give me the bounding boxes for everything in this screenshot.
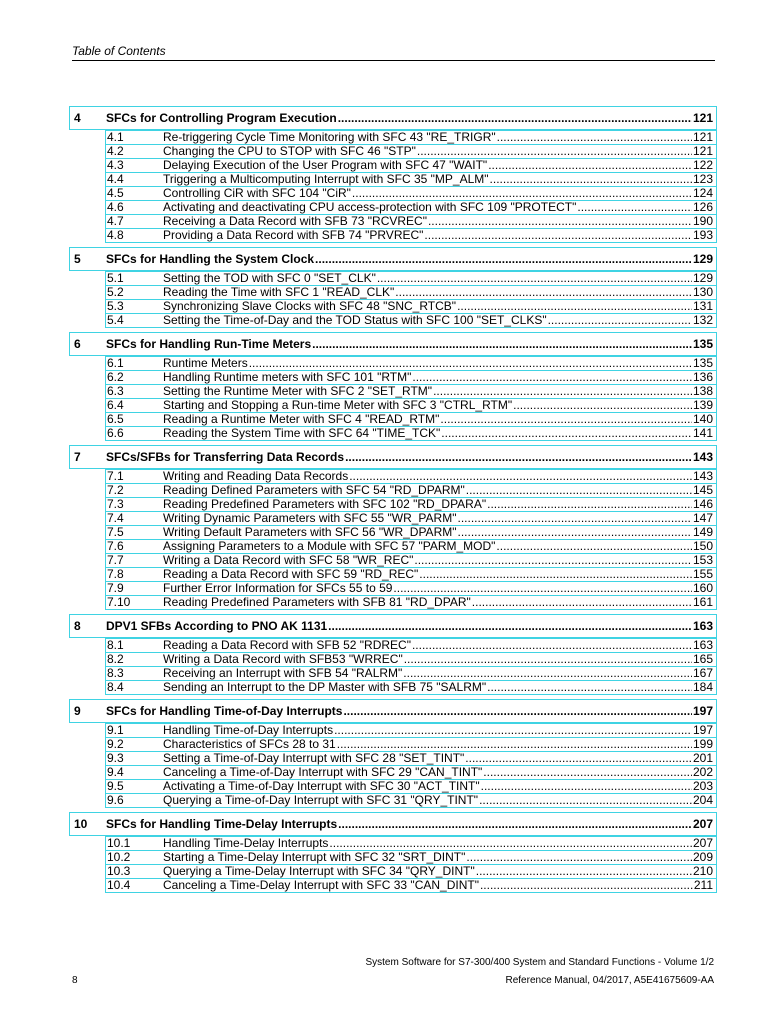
toc-section-entry[interactable] — [106, 285, 716, 299]
toc-chapter — [69, 699, 717, 812]
toc-section-entry[interactable] — [106, 525, 716, 539]
section-page-number: 139 — [692, 398, 713, 412]
dot-leader — [414, 554, 692, 567]
toc-section-entry[interactable] — [106, 751, 716, 765]
section-number: 7.1 — [107, 469, 124, 483]
toc-section-entry[interactable] — [106, 680, 716, 694]
section-title: Querying a Time-of-Day Interrupt with SFC 31 "QRY_TINT" — [163, 793, 479, 807]
section-title: Setting a Time-of-Day Interrupt with SFC 28 "SET_TINT" — [163, 751, 465, 765]
chapter-page-number: 163 — [692, 619, 713, 633]
section-page-number: 143 — [692, 469, 713, 483]
section-page-number: 202 — [692, 765, 713, 779]
dot-leader — [343, 704, 692, 718]
toc-section-list — [105, 356, 717, 441]
toc-chapter — [69, 445, 717, 614]
chapter-title: SFCs for Handling Time-Delay Interrupts — [106, 817, 338, 831]
section-title: Assigning Parameters to a Module with SFC 57 "PARM_MOD" — [163, 539, 496, 553]
section-page-number: 197 — [692, 723, 713, 737]
section-page-number: 126 — [692, 200, 713, 214]
section-page-number: 161 — [692, 595, 713, 609]
section-page-number: 131 — [692, 299, 713, 313]
toc-section-entry[interactable] — [106, 214, 716, 228]
section-title: Reading Predefined Parameters with SFB 81 "RD_DPAR" — [163, 595, 471, 609]
section-number: 5.3 — [107, 299, 124, 313]
dot-leader — [417, 145, 692, 158]
toc-section-entry[interactable] — [106, 384, 716, 398]
section-title: Re-triggering Cycle Time Monitoring with SFC 43 "RE_TRIGR" — [163, 130, 496, 144]
toc-section-entry[interactable] — [106, 595, 716, 609]
chapter-page-number: 121 — [692, 111, 713, 125]
toc-section-entry[interactable] — [106, 370, 716, 384]
toc-section-entry[interactable] — [106, 652, 716, 666]
toc-section-entry[interactable] — [106, 878, 716, 892]
section-title: Reading the System Time with SFC 64 "TIME_TCK" — [163, 426, 441, 440]
dot-leader — [476, 865, 692, 878]
dot-leader — [548, 314, 692, 327]
dot-leader — [345, 450, 692, 464]
toc-section-entry[interactable] — [106, 412, 716, 426]
dot-leader — [457, 300, 692, 313]
footer-manual-info: Reference Manual, 04/2017, A5E41675609-AA — [505, 975, 714, 986]
dot-leader — [338, 111, 692, 125]
section-title: Sending an Interrupt to the DP Master with SFB 75 "SALRM" — [163, 680, 487, 694]
toc-chapter — [69, 812, 717, 897]
dot-leader — [349, 470, 692, 483]
section-page-number: 146 — [692, 497, 713, 511]
footer-page-number: 8 — [72, 975, 78, 986]
toc-section-list — [105, 723, 717, 808]
section-number: 4.5 — [107, 186, 124, 200]
toc-section-entry[interactable] — [106, 737, 716, 751]
dot-leader — [487, 498, 692, 511]
toc-section-entry[interactable] — [106, 638, 716, 652]
section-number: 7.6 — [107, 539, 124, 553]
section-number: 7.4 — [107, 511, 124, 525]
toc-section-entry[interactable] — [106, 850, 716, 864]
toc-chapter — [69, 332, 717, 445]
dot-leader — [496, 540, 692, 553]
chapter-page-number: 143 — [692, 450, 713, 464]
running-header: Table of Contents — [72, 44, 715, 61]
section-number: 9.2 — [107, 737, 124, 751]
dot-leader — [466, 851, 692, 864]
toc-section-list — [105, 271, 717, 328]
chapter-number: 9 — [74, 704, 81, 718]
section-page-number: 141 — [692, 426, 713, 440]
section-title: Receiving a Data Record with SFB 73 "RCVREC" — [163, 214, 427, 228]
dot-leader — [433, 385, 692, 398]
dot-leader — [337, 738, 692, 751]
dot-leader — [487, 681, 692, 694]
section-page-number: 145 — [692, 483, 713, 497]
toc-chapter-entry[interactable] — [69, 106, 717, 130]
section-page-number: 130 — [692, 285, 713, 299]
dot-leader — [334, 724, 692, 737]
dot-leader — [338, 817, 692, 831]
dot-leader — [497, 131, 692, 144]
section-number: 7.5 — [107, 525, 124, 539]
dot-leader — [328, 619, 692, 633]
section-title: Delaying Execution of the User Program with SFC 47 "WAIT" — [163, 158, 488, 172]
footer-doc-title: System Software for S7-300/400 System and Standard Functions - Volume 1/2 — [365, 957, 714, 968]
section-page-number: 150 — [692, 539, 713, 553]
toc-section-list — [105, 836, 717, 893]
section-page-number: 160 — [692, 581, 713, 595]
toc-chapter-entry[interactable] — [69, 699, 717, 723]
section-page-number: 153 — [692, 553, 713, 567]
toc-section-entry[interactable] — [106, 426, 716, 440]
section-title: Writing Default Parameters with SFC 56 "WR_DPARM" — [163, 525, 457, 539]
dot-leader — [513, 399, 692, 412]
section-title: Activating and deactivating CPU access-protection with SFC 109 "PROTECT" — [163, 200, 577, 214]
chapter-page-number: 135 — [692, 337, 713, 351]
dot-leader — [465, 752, 692, 765]
section-number: 7.8 — [107, 567, 124, 581]
section-number: 8.4 — [107, 680, 124, 694]
toc-section-entry[interactable] — [106, 144, 716, 158]
toc-section-entry[interactable] — [106, 553, 716, 567]
section-page-number: 203 — [692, 779, 713, 793]
chapter-number: 6 — [74, 337, 81, 351]
section-number: 5.4 — [107, 313, 124, 327]
section-page-number: 132 — [692, 313, 713, 327]
toc-section-entry[interactable] — [106, 186, 716, 200]
section-page-number: 209 — [692, 850, 713, 864]
section-number: 9.3 — [107, 751, 124, 765]
chapter-page-number: 207 — [692, 817, 713, 831]
section-page-number: 190 — [692, 214, 713, 228]
toc-section-entry[interactable] — [106, 228, 716, 242]
section-title: Reading a Data Record with SFB 52 "RDREC" — [163, 638, 411, 652]
dot-leader — [419, 568, 692, 581]
section-number: 8.1 — [107, 638, 124, 652]
section-title: Reading the Time with SFC 1 "READ_CLK" — [163, 285, 395, 299]
dot-leader — [352, 187, 692, 200]
dot-leader — [577, 201, 692, 214]
toc-chapter — [69, 614, 717, 699]
dot-leader — [428, 215, 692, 228]
table-of-contents — [69, 106, 717, 897]
toc-chapter-entry[interactable] — [69, 812, 717, 836]
chapter-title: SFCs for Handling Time-of-Day Interrupts — [106, 704, 343, 718]
dot-leader — [480, 879, 693, 892]
section-number: 4.7 — [107, 214, 124, 228]
toc-section-entry[interactable] — [106, 483, 716, 497]
section-number: 7.2 — [107, 483, 124, 497]
section-number: 6.5 — [107, 412, 124, 426]
section-title: Reading Defined Parameters with SFC 54 "RD_DPARM" — [163, 483, 465, 497]
chapter-number: 8 — [74, 619, 81, 633]
chapter-page-number: 129 — [692, 252, 713, 266]
chapter-number: 7 — [74, 450, 81, 464]
toc-section-entry[interactable] — [106, 398, 716, 412]
section-page-number: 124 — [692, 186, 713, 200]
section-page-number: 207 — [692, 836, 713, 850]
toc-section-entry[interactable] — [106, 200, 716, 214]
toc-section-entry[interactable] — [106, 539, 716, 553]
section-title: Writing Dynamic Parameters with SFC 55 "WR_PARM" — [163, 511, 457, 525]
dot-leader — [457, 526, 691, 539]
toc-section-entry[interactable] — [106, 666, 716, 680]
section-title: Setting the Runtime Meter with SFC 2 "SET_RTM" — [163, 384, 433, 398]
section-page-number: 211 — [693, 878, 713, 892]
section-page-number: 122 — [692, 158, 713, 172]
toc-section-entry[interactable] — [106, 469, 716, 483]
dot-leader — [481, 780, 692, 793]
section-number: 4.6 — [107, 200, 124, 214]
chapter-title: SFCs for Controlling Program Execution — [106, 111, 337, 125]
section-page-number: 155 — [692, 567, 713, 581]
chapter-number: 10 — [74, 817, 88, 831]
toc-section-list — [105, 130, 717, 243]
section-number: 4.2 — [107, 144, 124, 158]
section-page-number: 201 — [692, 751, 713, 765]
chapter-number: 5 — [74, 252, 81, 266]
toc-chapter-entry[interactable] — [69, 445, 717, 469]
section-page-number: 123 — [692, 172, 713, 186]
dot-leader — [441, 427, 692, 440]
dot-leader — [483, 766, 692, 779]
section-number: 7.10 — [107, 595, 131, 609]
toc-section-list — [105, 469, 717, 610]
section-page-number: 210 — [692, 864, 713, 878]
section-page-number: 204 — [692, 793, 713, 807]
dot-leader — [395, 286, 692, 299]
section-number: 8.2 — [107, 652, 124, 666]
chapter-number: 4 — [74, 111, 81, 125]
section-title: Runtime Meters — [163, 356, 248, 370]
section-title: Querying a Time-Delay Interrupt with SFC 34 "QRY_DINT" — [163, 864, 475, 878]
toc-section-entry[interactable] — [106, 723, 716, 737]
section-title: Synchronizing Slave Clocks with SFC 48 "SNC_RTCB" — [163, 299, 457, 313]
chapter-title: SFCs/SFBs for Transferring Data Records — [106, 450, 345, 464]
dot-leader — [412, 639, 692, 652]
toc-section-entry[interactable] — [106, 313, 716, 327]
toc-section-entry[interactable] — [106, 299, 716, 313]
section-number: 4.8 — [107, 228, 124, 242]
section-number: 10.2 — [107, 850, 131, 864]
section-title: Changing the CPU to STOP with SFC 46 "STP" — [163, 144, 416, 158]
section-number: 6.6 — [107, 426, 124, 440]
toc-section-entry[interactable] — [106, 793, 716, 807]
section-title: Further Error Information for SFCs 55 to 59 — [163, 581, 393, 595]
section-title: Handling Time-Delay Interrupts — [163, 836, 329, 850]
section-page-number: 121 — [692, 130, 713, 144]
section-page-number: 199 — [692, 737, 713, 751]
section-title: Receiving an Interrupt with SFB 54 "RALRM" — [163, 666, 403, 680]
section-number: 5.1 — [107, 271, 124, 285]
dot-leader — [249, 357, 692, 370]
toc-section-entry[interactable] — [106, 356, 716, 370]
dot-leader — [440, 413, 692, 426]
section-page-number: 193 — [692, 228, 713, 242]
dot-leader — [315, 252, 692, 266]
section-page-number: 135 — [692, 356, 713, 370]
toc-chapter — [69, 106, 717, 247]
section-page-number: 138 — [692, 384, 713, 398]
dot-leader — [479, 794, 692, 807]
dot-leader — [403, 667, 692, 680]
section-page-number: 136 — [692, 370, 713, 384]
section-title: Starting a Time-Delay Interrupt with SFC 32 "SRT_DINT" — [163, 850, 466, 864]
section-number: 6.4 — [107, 398, 124, 412]
section-page-number: 184 — [692, 680, 713, 694]
section-number: 10.4 — [107, 878, 131, 892]
section-title: Starting and Stopping a Run-time Meter with SFC 3 "CTRL_RTM" — [163, 398, 513, 412]
section-page-number: 165 — [692, 652, 713, 666]
section-number: 4.3 — [107, 158, 124, 172]
toc-section-entry[interactable] — [106, 130, 716, 144]
toc-chapter-entry[interactable] — [69, 247, 717, 271]
toc-section-entry[interactable] — [106, 864, 716, 878]
dot-leader — [404, 653, 692, 666]
dot-leader — [472, 596, 692, 609]
dot-leader — [312, 337, 692, 351]
toc-section-entry[interactable] — [106, 581, 716, 595]
toc-section-entry[interactable] — [106, 172, 716, 186]
dot-leader — [329, 837, 692, 850]
section-title: Triggering a Multicomputing Interrupt with SFC 35 "MP_ALM" — [163, 172, 489, 186]
section-title: Canceling a Time-Delay Interrupt with SFC 33 "CAN_DINT" — [163, 878, 479, 892]
section-number: 10.3 — [107, 864, 131, 878]
section-page-number: 149 — [692, 525, 713, 539]
section-title: Characteristics of SFCs 28 to 31 — [163, 737, 336, 751]
section-page-number: 163 — [692, 638, 713, 652]
chapter-title: DPV1 SFBs According to PNO AK 1131 — [106, 619, 328, 633]
section-number: 7.7 — [107, 553, 124, 567]
toc-chapter-entry[interactable] — [69, 614, 717, 638]
chapter-page-number: 197 — [692, 704, 713, 718]
section-number: 6.3 — [107, 384, 124, 398]
toc-chapter — [69, 247, 717, 332]
toc-section-list — [105, 638, 717, 695]
section-number: 8.3 — [107, 666, 124, 680]
section-title: Reading a Data Record with SFC 59 "RD_REC" — [163, 567, 419, 581]
section-page-number: 129 — [692, 271, 713, 285]
section-number: 9.5 — [107, 779, 124, 793]
dot-leader — [424, 229, 692, 242]
toc-section-entry[interactable] — [106, 836, 716, 850]
section-number: 9.4 — [107, 765, 124, 779]
section-page-number: 140 — [692, 412, 713, 426]
dot-leader — [457, 512, 691, 525]
section-title: Setting the TOD with SFC 0 "SET_CLK" — [163, 271, 376, 285]
section-number: 6.2 — [107, 370, 124, 384]
chapter-title: SFCs for Handling Run-Time Meters — [106, 337, 312, 351]
section-title: Reading Predefined Parameters with SFC 102 "RD_DPARA" — [163, 497, 487, 511]
toc-section-entry[interactable] — [106, 511, 716, 525]
section-title: Canceling a Time-of-Day Interrupt with SFC 29 "CAN_TINT" — [163, 765, 483, 779]
dot-leader — [393, 582, 692, 595]
toc-section-entry[interactable] — [106, 779, 716, 793]
toc-section-entry[interactable] — [106, 567, 716, 581]
section-page-number: 167 — [692, 666, 713, 680]
dot-leader — [490, 173, 692, 186]
section-title: Providing a Data Record with SFB 74 "PRVREC" — [163, 228, 424, 242]
section-page-number: 121 — [692, 144, 713, 158]
section-title: Writing a Data Record with SFB53 "WRREC" — [163, 652, 403, 666]
toc-chapter-entry[interactable] — [69, 332, 717, 356]
toc-section-entry[interactable] — [106, 271, 716, 285]
section-title: Reading a Runtime Meter with SFC 4 "READ_RTM" — [163, 412, 440, 426]
section-number: 6.1 — [107, 356, 124, 370]
section-page-number: 147 — [692, 511, 713, 525]
toc-section-entry[interactable] — [106, 765, 716, 779]
dot-leader — [488, 159, 692, 172]
dot-leader — [412, 371, 692, 384]
section-number: 4.1 — [107, 130, 124, 144]
chapter-title: SFCs for Handling the System Clock — [106, 252, 315, 266]
section-number: 9.1 — [107, 723, 124, 737]
section-title: Handling Runtime meters with SFC 101 "RTM" — [163, 370, 412, 384]
dot-leader — [377, 272, 692, 285]
toc-section-entry[interactable] — [106, 497, 716, 511]
section-title: Writing a Data Record with SFC 58 "WR_REC" — [163, 553, 414, 567]
section-number: 4.4 — [107, 172, 124, 186]
section-title: Handling Time-of-Day Interrupts — [163, 723, 334, 737]
section-title: Activating a Time-of-Day Interrupt with SFC 30 "ACT_TINT" — [163, 779, 480, 793]
section-number: 7.9 — [107, 581, 124, 595]
section-number: 7.3 — [107, 497, 124, 511]
section-title: Setting the Time-of-Day and the TOD Status with SFC 100 "SET_CLKS" — [163, 313, 547, 327]
section-number: 9.6 — [107, 793, 124, 807]
section-number: 10.1 — [107, 836, 131, 850]
section-number: 5.2 — [107, 285, 124, 299]
section-title: Writing and Reading Data Records — [163, 469, 349, 483]
section-title: Controlling CiR with SFC 104 "CiR" — [163, 186, 351, 200]
dot-leader — [466, 484, 692, 497]
toc-section-entry[interactable] — [106, 158, 716, 172]
